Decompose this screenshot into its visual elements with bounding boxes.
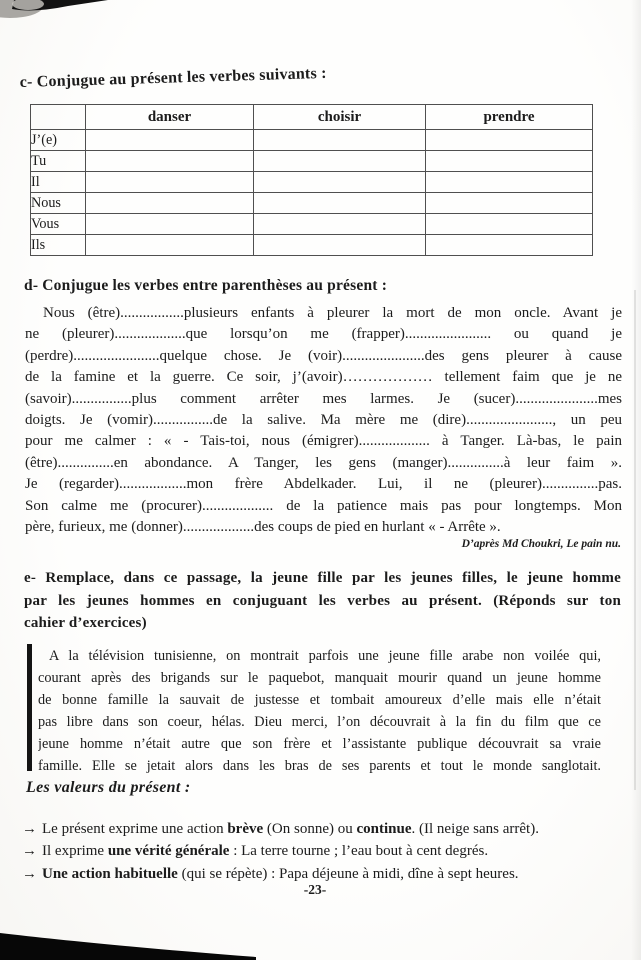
answer-cell	[426, 193, 593, 214]
text-line: pas libre dans son coeur, hélas. Dieu merci, l’on découvrait à la fin du film que ce	[38, 714, 601, 730]
valeurs-list	[22, 818, 622, 885]
table-row	[31, 172, 593, 193]
table-row	[31, 193, 593, 214]
answer-cell	[254, 151, 426, 172]
answer-cell	[254, 172, 426, 193]
quote-left-bar	[27, 644, 32, 771]
text-line: Nous (être).................plusieurs enfants à pleurer la mort de mon oncle. Avant je	[43, 305, 622, 321]
page-number: -23-	[303, 882, 327, 897]
exercise-d-paragraph	[25, 303, 622, 538]
text-line: courant après des brigands sur le paquebot, manquait mourir quand un jeune homme	[38, 670, 601, 686]
answer-cell	[86, 193, 254, 214]
answer-cell	[86, 172, 254, 193]
bullet-text: Il exprime une vérité générale : La terre tourne ; l’eau bout à cent degrés.	[42, 843, 489, 860]
table-row	[31, 151, 593, 172]
answer-cell	[86, 214, 254, 235]
column-header-prendre: prendre	[426, 105, 593, 130]
table-row	[31, 235, 593, 256]
column-header-choisir: choisir	[254, 105, 426, 130]
scan-artifact-top-left	[0, 0, 130, 26]
passage-quote	[38, 645, 601, 777]
bullet-text: Une action habituelle (qui se répète) : Papa déjeune à midi, dîne à sept heures.	[42, 865, 519, 882]
answer-cell	[426, 235, 593, 256]
table-row	[31, 130, 593, 151]
answer-cell	[254, 193, 426, 214]
source-attribution: D’après Md Choukri, Le pain nu.	[461, 538, 621, 550]
bullet-item	[22, 840, 622, 862]
text-line: (perdre).......................quelque chose. Je (voir)......................des gens pleurer à cause	[25, 347, 622, 364]
text-line: Son calme me (procurer)................... de la patience mais pas pour longtemps. Mon	[25, 497, 622, 514]
answer-cell	[254, 214, 426, 235]
answer-cell	[86, 130, 254, 151]
pronoun-cell: Ils	[31, 235, 86, 256]
pronoun-cell: Tu	[31, 151, 86, 172]
answer-cell	[426, 172, 593, 193]
text-line: de bonne famille la sauvait de justesse et tombait amoureux d’elle mais elle n’était	[38, 692, 601, 708]
scan-shadow-right	[631, 0, 641, 960]
text-line: (savoir)................plus comment arrêter mes larmes. Je (sucer)......................mes	[25, 390, 622, 407]
arrow-right-icon: →	[22, 821, 37, 837]
bullet-text: Le présent exprime une action brève (On sonne) ou continue. (Il neige sans arrêt).	[42, 821, 539, 837]
scan-artifact-bottom-left	[0, 929, 260, 960]
answer-cell	[426, 130, 593, 151]
table-corner-cell	[31, 105, 86, 130]
pronoun-cell: Il	[31, 172, 86, 193]
pronoun-cell: Nous	[31, 193, 86, 214]
text-line: jeune homme n’était autre que son frère et l’assistante publique découvrait sa vraie	[38, 736, 601, 752]
text-line: de la famine et la guerre. Ce soir, j’(avoir)……………… tellement faim que je ne	[25, 369, 622, 386]
answer-cell	[254, 235, 426, 256]
exercise-c-heading: c- Conjugue au présent les verbes suivants :	[19, 64, 327, 92]
text-line: Je (regarder)..................mon frère Abdelkader. Lui, il ne (pleurer)...............pas.	[25, 476, 622, 493]
column-header-danser: danser	[86, 105, 254, 130]
exercise-e-heading	[24, 567, 621, 635]
conjugation-table	[30, 104, 593, 256]
text-line: doigts. Je (vomir)................de la salive. Ma mère me (dire)......................., un peu	[25, 411, 622, 428]
text-line: ne (pleurer)...................que lorsqu’on me (frapper)....................... ou quand je	[25, 326, 622, 343]
table-row	[31, 214, 593, 235]
answer-cell	[86, 151, 254, 172]
answer-cell	[426, 214, 593, 235]
text-line: cahier d’exercices)	[24, 615, 147, 631]
text-line: père, furieux, me (donner)...................des coups de pied en hurlant « - Arrête ».	[25, 518, 501, 535]
arrow-right-icon: →	[22, 843, 37, 860]
text-line: famille. Elle se jetait alors dans les bras de ses parents et tout le monde sanglotait.	[38, 758, 601, 774]
answer-cell	[254, 130, 426, 151]
bullet-item	[22, 818, 622, 840]
pronoun-cell: Vous	[31, 214, 86, 235]
text-line: e- Remplace, dans ce passage, la jeune fille par les jeunes filles, le jeune homme	[24, 570, 621, 586]
table-header-row	[31, 105, 593, 130]
pronoun-cell: J’(e)	[31, 130, 86, 151]
answer-cell	[86, 235, 254, 256]
valeurs-heading: Les valeurs du présent :	[26, 779, 191, 796]
text-line: (être)...............en abondance. A Tanger, les gens (manger)...............à leur faim ».	[25, 454, 622, 471]
text-line: par les jeunes hommes en conjuguant les verbes au présent. (Réponds sur ton	[24, 592, 621, 609]
answer-cell	[426, 151, 593, 172]
arrow-right-icon: →	[22, 865, 37, 882]
text-line: pour me calmer : « - Tais-toi, nous (émigrer)................... à Tanger. Là-bas, le pain	[25, 433, 622, 450]
exercise-d-heading: d- Conjugue les verbes entre parenthèses au présent :	[24, 277, 388, 294]
text-line: A la télévision tunisienne, on montrait parfois une jeune fille arabe non voilée qui,	[49, 648, 601, 664]
